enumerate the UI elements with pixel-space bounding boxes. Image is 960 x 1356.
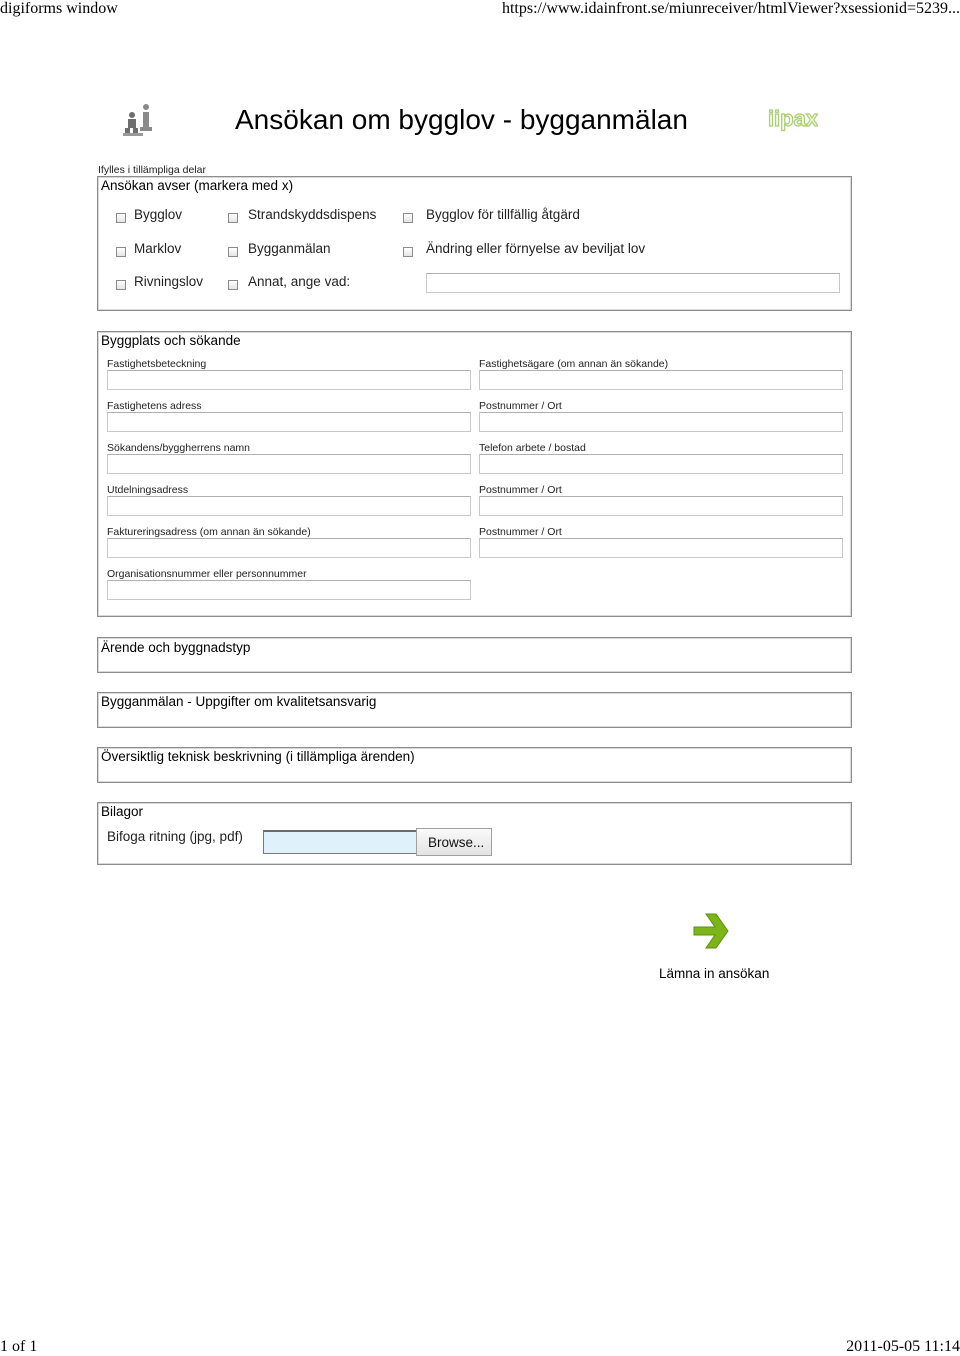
svg-text:iipax: iipax [768, 106, 818, 131]
fastighetsagare-input[interactable] [479, 370, 843, 390]
sokandens-namn-input[interactable] [107, 454, 471, 474]
print-datetime: 2011-05-05 11:14 [846, 1338, 960, 1355]
quality-legend: Bygganmälan - Uppgifter om kvalitetsansvarig [101, 694, 377, 709]
checkbox-tillfallig-atgard[interactable] [403, 213, 413, 223]
field-label: Sökandens/byggherrens namn [107, 442, 251, 454]
organisationsnummer-input[interactable] [107, 580, 471, 600]
postnummer-ort-input[interactable] [479, 496, 843, 516]
attach-label: Bifoga ritning (jpg, pdf) [107, 829, 243, 844]
option-label: Marklov [134, 241, 182, 256]
checkbox-strandskyddsdispens[interactable] [228, 213, 238, 223]
attachments-legend: Bilagor [101, 804, 144, 819]
window-title: digiforms window [0, 0, 118, 17]
page-title: Ansökan om bygglov - bygganmälan [235, 104, 688, 135]
faktureringsadress-input[interactable] [107, 538, 471, 558]
field-label: Fastighetsägare (om annan än sökande) [479, 358, 669, 370]
option-label: Bygganmälan [248, 241, 331, 256]
option-label: Strandskyddsdispens [248, 207, 377, 222]
field-label: Postnummer / Ort [479, 400, 562, 412]
checkbox-bygganmalan[interactable] [228, 247, 238, 257]
case-type-legend: Ärende och byggnadstyp [101, 640, 251, 655]
postnummer-ort-input[interactable] [479, 538, 843, 558]
fastighetsbeteckning-input[interactable] [107, 370, 471, 390]
option-label: Rivningslov [134, 274, 204, 289]
field-label: Postnummer / Ort [479, 526, 562, 538]
utdelningsadress-input[interactable] [107, 496, 471, 516]
arrow-right-icon[interactable] [692, 912, 730, 950]
option-label: Annat, ange vad: [248, 274, 351, 289]
technical-legend: Översiktlig teknisk beskrivning (i tillämpliga ärenden) [101, 749, 415, 764]
field-label: Postnummer / Ort [479, 484, 562, 496]
option-label: Bygglov för tillfällig åtgärd [426, 207, 580, 222]
checkbox-marklov[interactable] [116, 247, 126, 257]
iipax-logo [768, 106, 818, 132]
application-type-legend: Ansökan avser (markera med x) [101, 178, 294, 193]
checkbox-bygglov[interactable] [116, 213, 126, 223]
checkbox-rivningslov[interactable] [116, 280, 126, 290]
file-path-input[interactable] [263, 830, 417, 854]
field-label: Utdelningsadress [107, 484, 189, 496]
field-label: Faktureringsadress (om annan än sökande) [107, 526, 311, 538]
fastighetens-adress-input[interactable] [107, 412, 471, 432]
field-label: Organisationsnummer eller personnummer [107, 568, 307, 580]
page-count: 1 of 1 [0, 1338, 38, 1355]
browse-button[interactable]: Browse... [416, 828, 492, 856]
other-input[interactable] [426, 273, 840, 293]
option-label: Ändring eller förnyelse av beviljat lov [426, 241, 646, 256]
checkbox-andring-fornyelse[interactable] [403, 247, 413, 257]
submit-link[interactable]: Lämna in ansökan [659, 966, 770, 981]
page-url: https://www.idainfront.se/miunreceiver/htmlViewer?xsessionid=5239... [501, 0, 960, 17]
option-label: Bygglov [134, 207, 183, 222]
postnummer-ort-input[interactable] [479, 412, 843, 432]
person-info-icon [122, 103, 156, 137]
field-label: Telefon arbete / bostad [479, 442, 586, 454]
field-label: Fastighetsbeteckning [107, 358, 207, 370]
field-label: Fastighetens adress [107, 400, 202, 412]
site-applicant-legend: Byggplats och sökande [101, 333, 241, 348]
telefon-input[interactable] [479, 454, 843, 474]
form-note: Ifylles i tillämpliga delar [98, 164, 206, 176]
checkbox-annat[interactable] [228, 280, 238, 290]
